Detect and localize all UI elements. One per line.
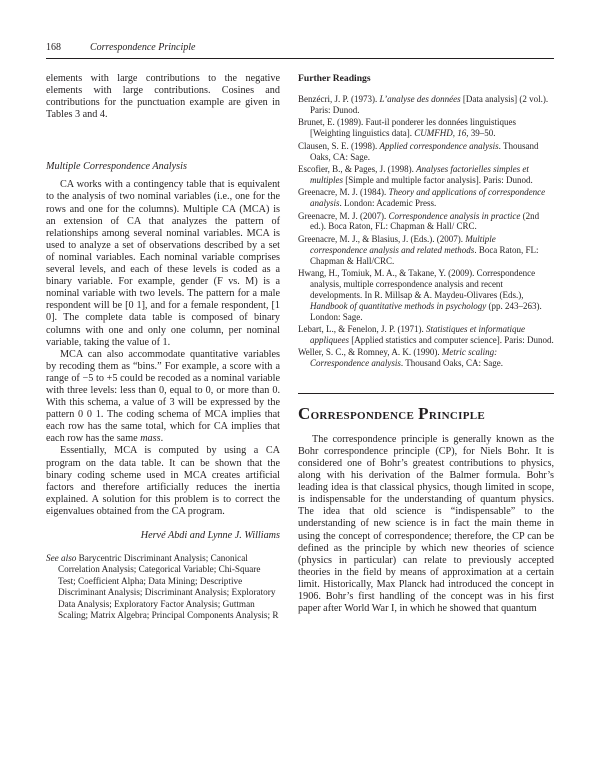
reference-item: Greenacre, M. J. (2007). Correspondence analysis in practice (2nd ed.). Boca Raton, FL: Chapman & Hall/ CRC. [298,210,540,232]
reference-item: Brunet, E. (1989). Faut-il ponderer les données linguistiques [Weighting linguistics data]. CUMFHD, 16, 39–50. [298,117,516,139]
reference-item: Benzécri, J. P. (1973). L’analyse des données [Data analysis] (2 vol.). Paris: Dunod. [298,94,549,115]
reference-item: Escofier, B., & Pages, J. (1998). Analyses factorielles simples et multiples [Simple and multiple factor analysis]. Paris: Dunod. [298,163,533,185]
reference-item: Greenacre, M. J. (1984). Theory and applications of correspondence analysis. London: Academic Press. [298,187,546,209]
mca-paragraph-3: Essentially, MCA is computed by using a CA program on the data table. It can be shown that the binary coding scheme used in MCA creates artificial factors and therefore artificially reduces the inertia explained. A solution for this problem is to correct the eigenvalues obtained from the CA program. [46,445,280,517]
reference-item: Clausen, S. E. (1998). Applied correspondence analysis. Thousand Oaks, CA: Sage. [298,140,539,162]
reference-list [298,94,554,369]
page-number: 168 [46,42,61,53]
right-column [298,73,554,615]
running-header [46,40,554,59]
reference-item: Weller, S. C., & Romney, A. K. (1990). Metric scaling: Correspondence analysis. Thousand Oaks, CA: Sage. [298,347,503,369]
intro-paragraph: elements with large contributions to the negative elements with large contributions. Cosines and contributions for the punctuation example are given in Tables 3 and 4. [46,73,280,121]
further-readings-title: Further Readings [298,73,371,84]
reference-item: Lebart, L., & Fenelon, J. P. (1971). Statistiques et informatique appliquees [Applied statistics and computer science]. Paris: Dunod. [298,324,554,346]
mca-heading: Multiple Correspondence Analysis [46,161,187,173]
mca-paragraph-1: CA works with a contingency table that is equivalent to the analysis of two nominal variables (i.e., one for the rows and one for the columns). Multiple CA (MCA) is an extension of CA that analyzes the pattern of relationships among several nominal variables. MCA is used to analyze a set of observations described by a set of nominal variables. Each nominal variable comprises several levels, and each of these levels is coded as a binary variable. For example, gender (F vs. M) is a nominal variable with two levels. The pattern for a male respondent will be [0 1], and for a female respondent, [1 0]. The complete data table is composed of binary columns with one and only one column, per nominal variable, taking the value of 1. [46,179,280,348]
running-title: Correspondence Principle [90,42,196,53]
entry-title: Correspondence Principle [298,403,486,423]
author-signature: Hervé Abdi and Lynne J. Williams [140,530,280,541]
left-column [46,73,280,621]
entry-paragraph: The correspondence principle is generally known as the Bohr correspondence principle (CP), for Niels Bohr. It is considered one of Bohr’s greatest contributions to physics, along with his derivation of the Balmer formula. Bohr’s leading idea is that classical physics, though limited in scope, is indispensable for the understanding of quantum physics. The idea that old science is “indispensable” to the understanding of new science is in fact the main theme in using the concept of correspondence; therefore, the CP can be defined as the principle by which new theories of science (physics in particular) can relate to previously accepted theories in the field by means of approximation at a certain limit. Historically, Max Planck had introduced the concept in 1906. Bohr’s first handling of the concept was in his first paper after World War I, in which he showed that quantum [298,433,554,615]
reference-item: Greenacre, M. J., & Blasius, J. (Eds.). (2007). Multiple correspondence analysis and related methods. Boca Raton, FL: Chapman & Hall/CRC. [298,233,539,266]
reference-item: Hwang, H., Tomiuk, M. A., & Takane, Y. (2009). Correspondence analysis, multiple correspondence analysis and recent developments. In R. Millsap & A. Maydeu-Olivares (Eds.), Handbook of quantitative methods in psychology (pp. 243–263). London: Sage. [298,268,542,322]
see-also: See also Barycentric Discriminant Analysis; Canonical Correlation Analysis; Categorical Variable; Chi-Square Test; Coefficient Alpha; Data Mining; Descriptive Discriminant Analysis; Discriminant Analysis; Exploratory Data Analysis; Exploratory Factor Analysis; Guttman Scaling; Matrix Algebra; Principal Components Analysis; R [46,553,279,621]
mca-paragraph-2: MCA can also accommodate quantitative variables by recoding them as “bins.” For example, a score with a range of −5 to +5 could be recoded as a nominal variable with three levels: less than 0, equal to 0, or more than 0. With this schema, a value of 3 will be expressed by the pattern 0 0 1. The coding schema of MCA implies that each row has the same total, which for CA implies that each row has the same mass. [46,348,280,445]
